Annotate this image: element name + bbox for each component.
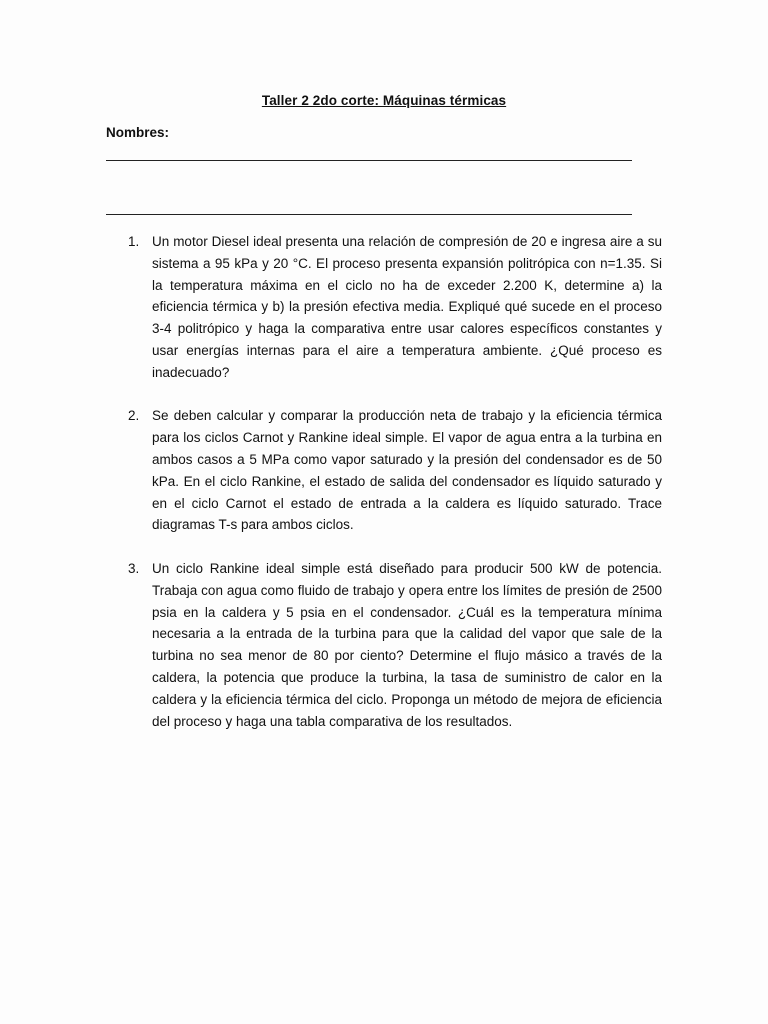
question-number: 2. xyxy=(128,408,140,424)
document-title: Taller 2 2do corte: Máquinas térmicas xyxy=(261,93,507,108)
question-number: 3. xyxy=(128,560,140,576)
question-item-1 xyxy=(106,231,662,384)
question-text: Un ciclo Rankine ideal simple está diseñado para producir 500 kW de potencia. Trabaja con agua como fluido de trabajo y opera entre los límites de presión de 2500 psia en la caldera y 5 psia en el condensador. ¿Cuál es la temperatura mínima necesaria a la entrada de la turbina para que la calidad del vapor que sale de la turbina no sea menor de 80 por ciento? Determine el flujo másico a través de la caldera, la potencia que produce la turbina, la tasa de suministro de calor en la caldera y la eficiencia térmica del ciclo. Proponga un método de mejora de eficiencia del proceso y haga una tabla comparativa de los resultados. xyxy=(152,560,662,729)
question-item-3 xyxy=(106,558,662,732)
question-list xyxy=(106,231,662,754)
question-item-2 xyxy=(106,405,662,536)
names-label: Nombres: xyxy=(106,125,170,140)
name-blank-line-2 xyxy=(106,214,632,215)
name-blank-line-1 xyxy=(106,160,632,161)
question-text: Se deben calcular y comparar la producción neta de trabajo y la eficiencia térmica para los ciclos Carnot y Rankine ideal simple. El vapor de agua entra a la turbina en ambos casos a 5 MPa como vapor saturado y la presión del condensador es de 50 kPa. En el ciclo Rankine, el estado de salida del condensador es líquido saturado y en el ciclo Carnot el estado de entrada a la caldera es líquido saturado. Trace diagramas T-s para ambos ciclos. xyxy=(152,408,662,533)
question-text: Un motor Diesel ideal presenta una relación de compresión de 20 e ingresa aire a su sistema a 95 kPa y 20 °C. El proceso presenta expansión politrópica con n=1.35. Si la temperatura máxima en el ciclo no ha de exceder 2.200 K, determine a) la eficiencia térmica y b) la presión efectiva media. Expliqué qué sucede en el proceso 3-4 politrópico y haga la comparativa entre usar calores específicos constantes y usar energías internas para el aire a temperatura ambiente. ¿Qué proceso es inadecuado? xyxy=(152,234,662,380)
question-number: 1. xyxy=(128,234,140,249)
